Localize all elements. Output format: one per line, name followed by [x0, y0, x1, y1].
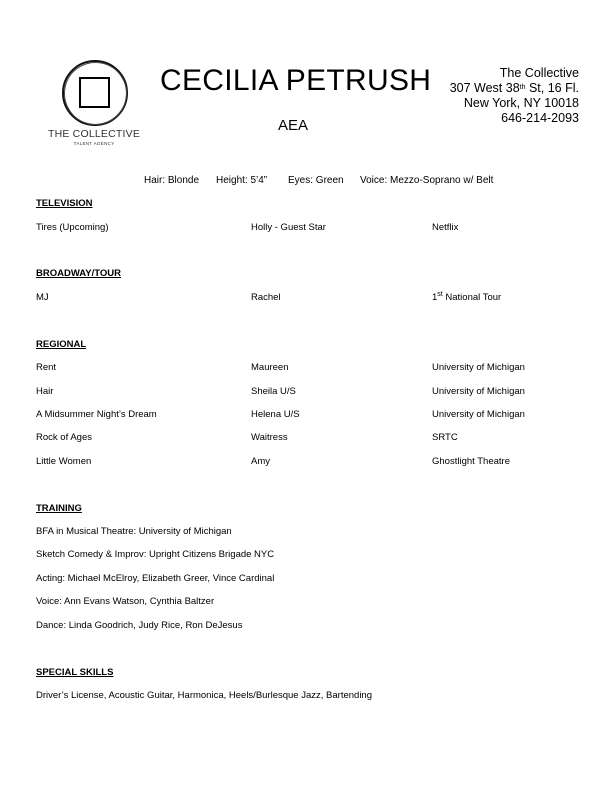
performer-name: CECILIA PETRUSH: [160, 64, 432, 97]
credit-venue: 1st National Tour: [432, 291, 502, 303]
union-affiliation: AEA: [277, 117, 308, 134]
section-heading-training: TRAINING: [36, 503, 82, 514]
credit-role: Helena U/S: [251, 409, 300, 420]
stat-eyes: Eyes: Green: [288, 175, 344, 186]
logo-square-icon: [79, 77, 110, 108]
section-heading-television: TELEVISION: [36, 198, 93, 209]
agency-contact: [450, 66, 579, 126]
stat-voice: Voice: Mezzo-Soprano w/ Belt: [360, 175, 494, 186]
credit-venue: University of Michigan: [432, 362, 525, 373]
agency-address-line2: New York, NY 10018: [463, 96, 579, 110]
agency-logo: [44, 60, 144, 155]
credit-role: Maureen: [251, 362, 289, 373]
credit-title: Hair: [36, 386, 54, 397]
credit-role: Waitress: [251, 432, 288, 443]
agency-name: The Collective: [499, 66, 579, 80]
skills-text: Driver’s License, Acoustic Guitar, Harmonica, Heels/Burlesque Jazz, Bartending: [36, 690, 372, 701]
credit-venue: University of Michigan: [432, 409, 525, 420]
credit-title: Rock of Ages: [36, 432, 92, 443]
credit-venue: Netflix: [432, 222, 459, 233]
section-heading-broadway: BROADWAY/TOUR: [36, 268, 121, 279]
logo-subtext: TALENT AGENCY: [73, 141, 115, 146]
credit-venue: SRTC: [432, 432, 458, 443]
credit-role: Sheila U/S: [251, 386, 296, 397]
training-line: Dance: Linda Goodrich, Judy Rice, Ron DeJesus: [36, 620, 243, 631]
credit-title: Little Women: [36, 456, 92, 467]
credit-role: Rachel: [251, 292, 281, 303]
credit-title: MJ: [36, 292, 49, 303]
agency-address-line1: 307 West 38th St, 16 Fl.: [449, 81, 579, 95]
training-line: BFA in Musical Theatre: University of Michigan: [36, 526, 232, 537]
credit-role: Amy: [251, 456, 270, 467]
training-line: Sketch Comedy & Improv: Upright Citizens Brigade NYC: [36, 549, 275, 560]
section-heading-regional: REGIONAL: [36, 339, 87, 350]
credit-role: Holly - Guest Star: [251, 222, 326, 233]
training-line: Acting: Michael McElroy, Elizabeth Greer, Vince Cardinal: [36, 573, 275, 584]
credit-title: A Midsummer Night’s Dream: [36, 409, 157, 420]
logo-text: THE COLLECTIVE: [47, 128, 141, 140]
section-heading-skills: SPECIAL SKILLS: [36, 667, 114, 678]
credit-title: Tires (Upcoming): [36, 222, 109, 233]
credit-venue: University of Michigan: [432, 386, 525, 397]
training-line: Voice: Ann Evans Watson, Cynthia Baltzer: [36, 596, 215, 607]
agency-phone: 646-214-2093: [501, 111, 579, 125]
stat-hair: Hair: Blonde: [144, 175, 200, 186]
credit-title: Rent: [36, 362, 57, 373]
credit-venue: Ghostlight Theatre: [432, 456, 510, 467]
stat-height: Height: 5’4”: [216, 175, 268, 186]
